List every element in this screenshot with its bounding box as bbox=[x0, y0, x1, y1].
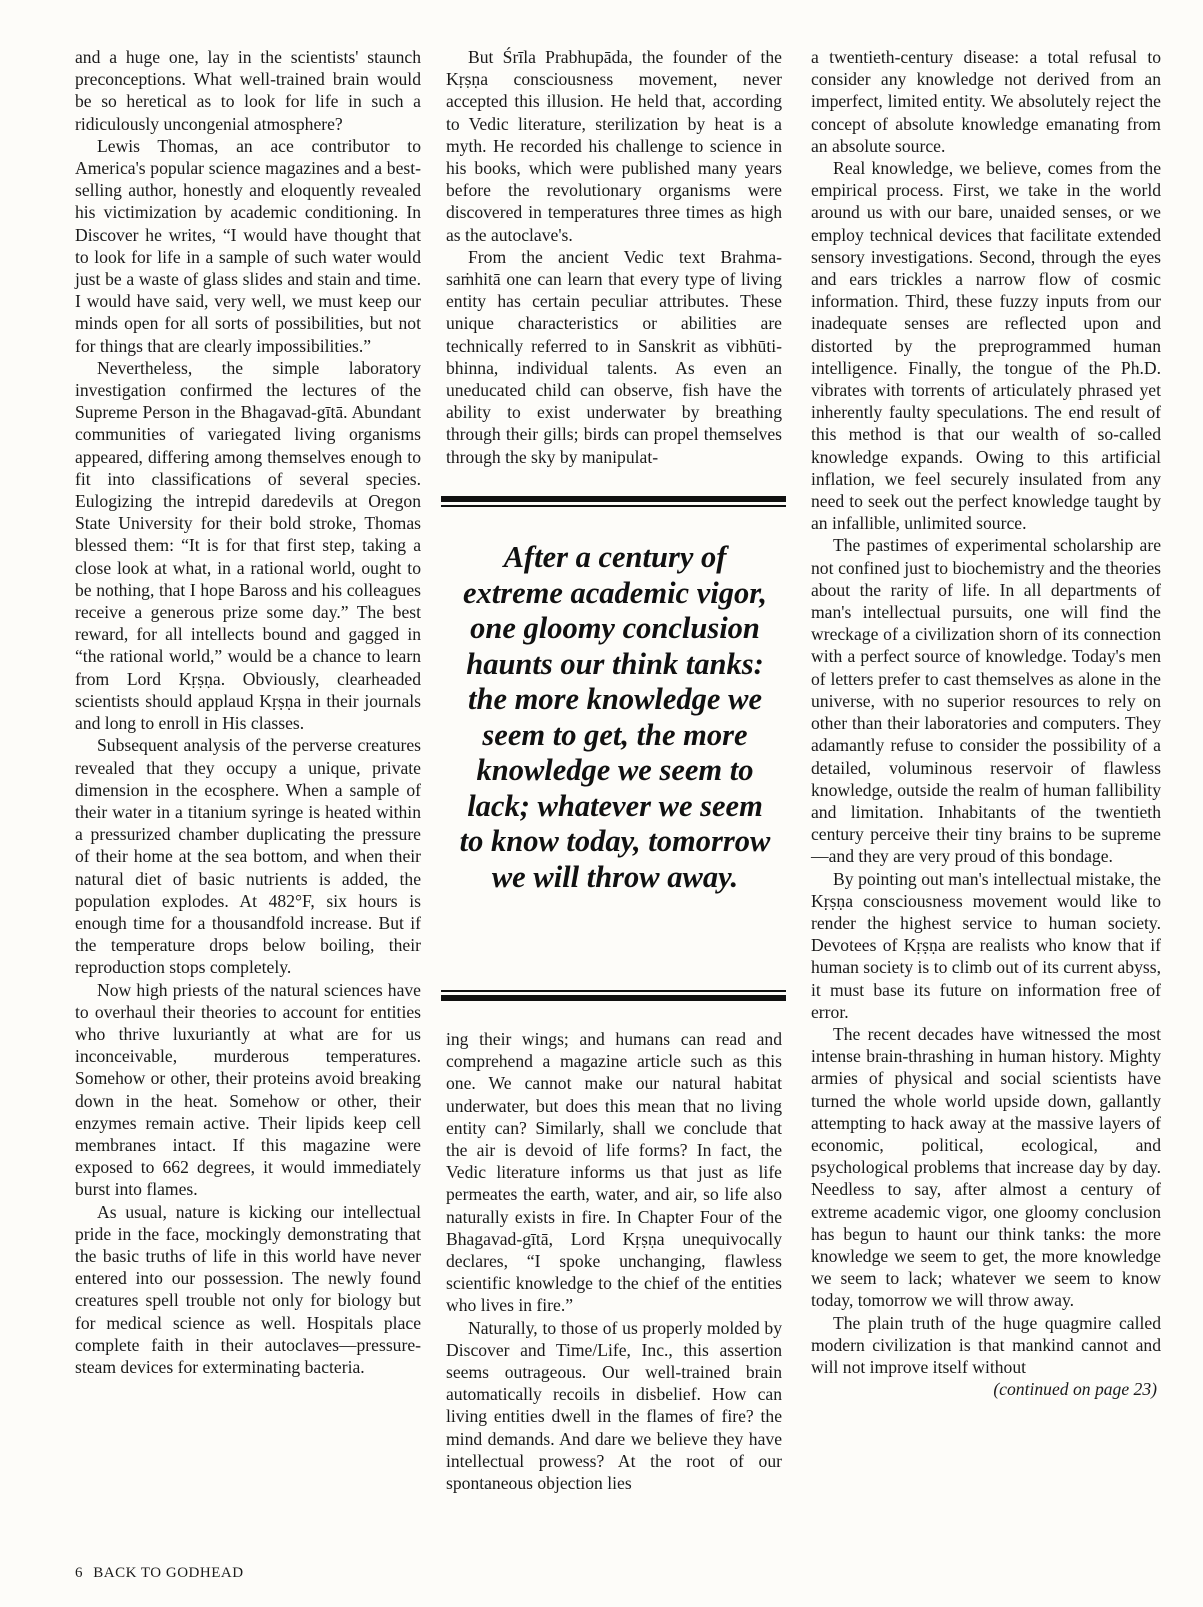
paragraph: a twentieth-century disease: a total refusal to consider any knowledge not derived from an imperfect, limited entity. We absolutely reject the concept of absolute knowledge emanating from an absolute source. bbox=[811, 47, 1161, 156]
paragraph: As usual, nature is kicking our intellectual pride in the face, mockingly demonstrating that the basic truths of life in this world have never entered into our possession. The newly found creatures spell trouble not only for biology but for medical science as well. Hospitals place complete faith in their autoclaves—pressure-steam devices for exterminating bacteria. bbox=[75, 1201, 421, 1377]
pull-quote-top-rule bbox=[441, 496, 786, 507]
paragraph: Real knowledge, we believe, comes from the empirical process. First, we take in the world around us with our bare, unaided senses, or we employ technical devices that facilitate extended sensory investigations. Second, through the eyes and ears trickles a narrow flow of cosmic information. Third, these fuzzy inputs from our inadequate senses are reflected upon and distorted by the preprogrammed human intelligence. Finally, the tongue of the Ph.D. vibrates with torrents of articulately phrased yet inherently faulty speculations. The end result of this method is that our wealth of so-called knowledge expands. Owing to this artificial inflation, we feel securely insulated from any need to seek out the perfect knowledge taught by an infallible, unlimited source. bbox=[811, 158, 1161, 534]
paragraph: ing their wings; and humans can read and comprehend a magazine article such as this one. We cannot make our natural habitat underwater, but does this mean that no living entity can? Similarly, shall we conclude that the air is devoid of life forms? In fact, the Vedic literature informs us that just as life permeates the earth, water, and air, so life also naturally exists in fire. In Chapter Four of the Bhagavad-gītā, Lord Kṛṣṇa unequivocally declares, “I spoke unchanging, flawless scientific knowledge to the chief of the entities who lives in fire.” bbox=[446, 1029, 782, 1316]
continued-note: (continued on page 23) bbox=[993, 1379, 1157, 1400]
paragraph: By pointing out man's intellectual mistake, the Kṛṣṇa consciousness movement would like to render the highest service to human society. Devotees of Kṛṣṇa are realists who know that if human society is to climb out of its current abyss, it must base its future on information free of error. bbox=[811, 868, 1161, 1022]
page-number: 6 bbox=[75, 1565, 83, 1581]
paragraph: From the ancient Vedic text Brahma-saṁhitā one can learn that every type of living entity has certain peculiar attributes. These unique characteristics or abilities are technically referred to in Sanskrit as vibhūti-bhinna, individual talents. As even an uneducated child can observe, fish have the ability to exist underwater by breathing through their gills; birds can propel themselves through the sky by manipulat- bbox=[446, 246, 782, 467]
page-footer bbox=[75, 1565, 244, 1582]
pull-quote: After a century of extreme academic vigor, one gloomy conclusion haunts our think tanks: the more knowledge we seem to get, the more knowledge we seem to lack; whatever we seem to know today, tomorrow we will throw away. bbox=[459, 540, 771, 894]
article-column-2-bottom bbox=[446, 1028, 782, 1494]
paragraph: Subsequent analysis of the perverse creatures revealed that they occupy a unique, private dimension in the ecosphere. When a sample of their water in a titanium syringe is heated within a pressurized chamber duplicating the pressure of their home at the sea bottom, and when their natural diet of basic nutrients is added, the population explodes. At 482°F, six hours is enough time for a thousandfold increase. But if the temperature drops below boiling, their reproduction stops completely. bbox=[75, 735, 421, 978]
article-column-1 bbox=[75, 46, 421, 1378]
article-column-2-top bbox=[446, 46, 782, 468]
paragraph: Naturally, to those of us properly molded by Discover and Time/Life, Inc., this assertion seems outrageous. Our well-trained brain automatically recoils in disbelief. How can living entities dwell in the flames of fire? the mind demands. And dare we believe they have intellectual prowess? At the root of our spontaneous objection lies bbox=[446, 1317, 782, 1494]
paragraph: The recent decades have witnessed the most intense brain-thrashing in human history. Mighty armies of physical and social scientists have turned the whole world upside down, gallantly attempting to hack away at the massive layers of economic, political, ecological, and psychological problems that increase day by day. Needless to say, after almost a century of extreme academic vigor, one gloomy conclusion has begun to haunt our think tanks: the more knowledge we seem to get, the more knowledge we seem to lack; whatever we seem to know today, tomorrow we will throw away. bbox=[811, 1023, 1161, 1311]
pull-quote-bottom-rule bbox=[441, 990, 786, 1001]
article-column-3 bbox=[811, 46, 1161, 1400]
paragraph: Nevertheless, the simple laboratory investigation confirmed the lectures of the Supreme Person in the Bhagavad-gītā. Abundant communities of variegated living organisms appeared, differing among themselves enough to fit into classifications of several species. Eulogizing the intrepid daredevils at Oregon State University for their bold stroke, Thomas blessed them: “It is for that first step, taking a close look at what, in a rational world, ought to be nothing, that I hope Baross and his colleagues receive a generous prize some day.” The best reward, for all intellects bound and gagged in “the rational world,” would be a chance to learn from Lord Kṛṣṇa. Obviously, clearheaded scientists should applaud Kṛṣṇa in their journals and long to enroll in His classes. bbox=[75, 357, 421, 734]
paragraph: But Śrīla Prabhupāda, the founder of the Kṛṣṇa consciousness movement, never accepted this illusion. He held that, according to Vedic literature, sterilization by heat is a myth. He recorded his challenge to science in his books, which were published many years before the revolutionary organisms were discovered in temperatures three times as high as the autoclave's. bbox=[446, 47, 782, 245]
paragraph: and a huge one, lay in the scientists' staunch preconceptions. What well-trained brain would be so heretical as to look for life in such a ridiculously uncongenial atmosphere? bbox=[75, 47, 421, 134]
magazine-title: BACK TO GODHEAD bbox=[93, 1565, 244, 1581]
paragraph: Now high priests of the natural sciences have to overhaul their theories to account for entities who thrive luxuriantly at what are for us inconceivable, murderous temperatures. Somehow or other, their proteins avoid breaking down in the heat. Somehow or other, their enzymes remain active. Their lipids keep cell membranes intact. If this magazine were exposed to 662 degrees, it would immediately burst into flames. bbox=[75, 979, 421, 1200]
paragraph: The pastimes of experimental scholarship are not confined just to biochemistry and the theories about the rarity of life. In all departments of man's intellectual pursuits, one will find the wreckage of a civilization shorn of its connection with a perfect source of knowledge. Today's men of letters prefer to cast themselves as alone in the universe, with no superior resources to rely on other than their laboratories and computers. They adamantly refuse to consider the possibility of a detailed, voluminous reservoir of flawless knowledge, outside the realm of human fallibility and limitation. Inhabitants of the twentieth century perceive their tiny brains to be supreme—and they are very proud of this bondage. bbox=[811, 535, 1161, 867]
paragraph: The plain truth of the huge quagmire called modern civilization is that mankind cannot and will not improve itself without bbox=[811, 1312, 1161, 1377]
paragraph: Lewis Thomas, an ace contributor to America's popular science magazines and a best-selling author, honestly and eloquently revealed his victimization by academic conditioning. In Discover he writes, “I would have thought that to look for life in a sample of such water would just be a waste of glass slides and stain and time. I would have said, very well, we must keep our minds open for all sorts of possibilities, but not for things that are clearly impossibilities.” bbox=[75, 135, 421, 356]
